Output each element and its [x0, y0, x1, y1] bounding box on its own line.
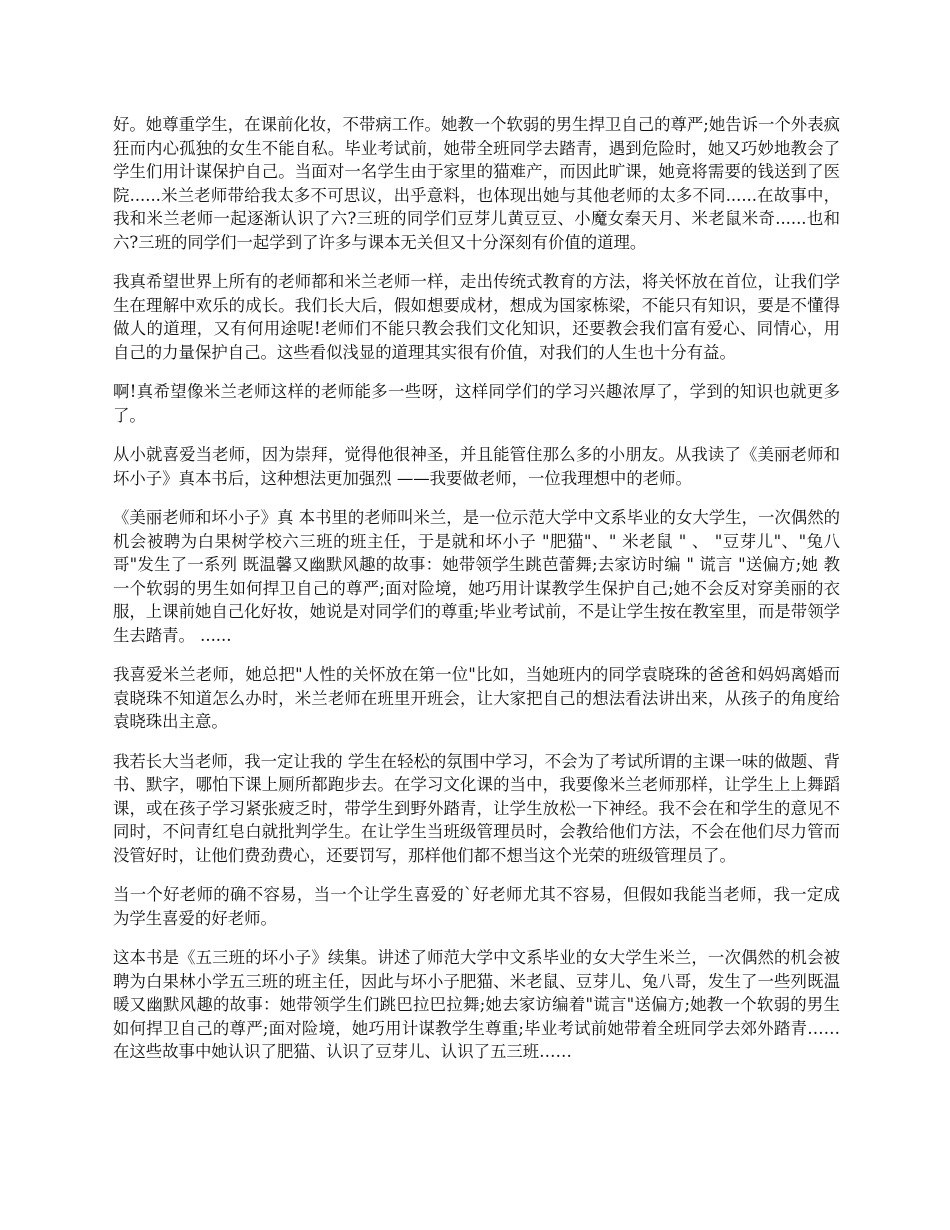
paragraph-7: 我若长大当老师，我一定让我的 学生在轻松的氛围中学习，不会为了考试所谓的主课一味的做题、背书、默字，哪怕下课上厕所都跑步去。在学习文化课的当中，我要像米兰老师那样，让学生上上舞蹈课，或在孩子学习紧张疲乏时，带学生到野外踏青，让学生放松一下神经。我不会在和学生的意见不同时，不问青红皂白就批判学生。在让学生当班级管理员时，会教给他们方法，不会在他们尽力管而没管好时，让他们费劲费心，还要罚写，那样他们都不想当这个光荣的班级管理员了。 — [113, 751, 840, 865]
paragraph-1: 好。她尊重学生，在课前化妆，不带病工作。她教一个软弱的男生捍卫自己的尊严;她告诉一个外表疯狂而内心孤独的女生不能自私。毕业考试前，她带全班同学去踏青，遇到危险时，她又巧妙地教会了学生们用计谋保护自己。当面对一名学生由于家里的猫难产，而因此旷课，她竟将需要的钱送到了医院......米兰老师带给我太多不可思议，出乎意料，也体现出她与其他老师的太多不同......在故事中，我和米兰老师一起逐渐认识了六?三班的同学们豆芽儿黄豆豆、小魔女秦天月、米老鼠米奇......也和六?三班的同学们一起学到了许多与课本无关但又十分深刻有价值的道理。 — [113, 115, 840, 252]
paragraph-4: 从小就喜爱当老师，因为崇拜，觉得他很神圣，并且能管住那么多的小朋友。从我读了《美丽老师和坏小子》真本书后，这种想法更加强烈 ——我要做老师，一位我理想中的老师。 — [113, 445, 840, 488]
paragraph-2: 我真希望世界上所有的老师都和米兰老师一样，走出传统式教育的方法，将关怀放在首位，让我们学生在理解中欢乐的成长。我们长大后，假如想要成材，想成为国家栋梁，不能只有知识，要是不懂得做人的道理，又有何用途呢!老师们不能只教会我们文化知识，还要教会我们富有爱心、同情心，用自己的力量保护自己。这些看似浅显的道理其实很有价值，对我们的人生也十分有益。 — [113, 272, 840, 362]
paragraph-3: 啊!真希望像米兰老师这样的老师能多一些呀，这样同学们的学习兴趣浓厚了，学到的知识也就更多了。 — [113, 382, 840, 425]
paragraph-8: 当一个好老师的确不容易，当一个让学生喜爱的`好老师尤其不容易，但假如我能当老师，我一定成为学生喜爱的好老师。 — [113, 885, 840, 928]
document-body — [113, 113, 840, 1080]
paragraph-6: 我喜爱米兰老师，她总把"人性的关怀放在第一位"比如，当她班内的同学袁晓珠的爸爸和妈妈离婚而袁晓珠不知道怎么办时，米兰老师在班里开班会，让大家把自己的想法看法讲出来，从孩子的角度给袁晓珠出主意。 — [113, 665, 840, 731]
paragraph-9: 这本书是《五三班的坏小子》续集。讲述了师范大学中文系毕业的女大学生米兰，一次偶然的机会被聘为白果林小学五三班的班主任，因此与坏小子肥猫、米老鼠、豆芽儿、兔八哥，发生了一些列既温暖又幽默风趣的故事：她带领学生们跳巴拉巴拉舞;她去家访编着"谎言"送偏方;她教一个软弱的男生如何捍卫自己的尊严;面对险境，她巧用计谋教学生尊重;毕业考试前她带着全班同学去郊外踏青……在这些故事中她认识了肥猫、认识了豆芽儿、认识了五三班…… — [113, 948, 840, 1061]
paragraph-5: 《美丽老师和坏小子》真 本书里的老师叫米兰，是一位示范大学中文系毕业的女大学生，一次偶然的机会被聘为白果树学校六三班的班主任，于是就和坏小子 "肥猫"、" 米老鼠 " 、 "豆芽儿"、"兔八哥"发生了一系列 既温馨又幽默风趣的故事：她带领学生跳芭蕾舞;去家访时编 " 谎言 "送偏方;她 教一个软弱的男生如何捍卫自己的尊严;面对险境，她巧用计谋教学生保护自己;她不会反对穿美丽的衣服，上课前她自己化好妆，她说是对同学们的尊重;毕业考试前，不是让学生按在教室里，而是带领学生去踏青。 ...... — [113, 508, 840, 645]
